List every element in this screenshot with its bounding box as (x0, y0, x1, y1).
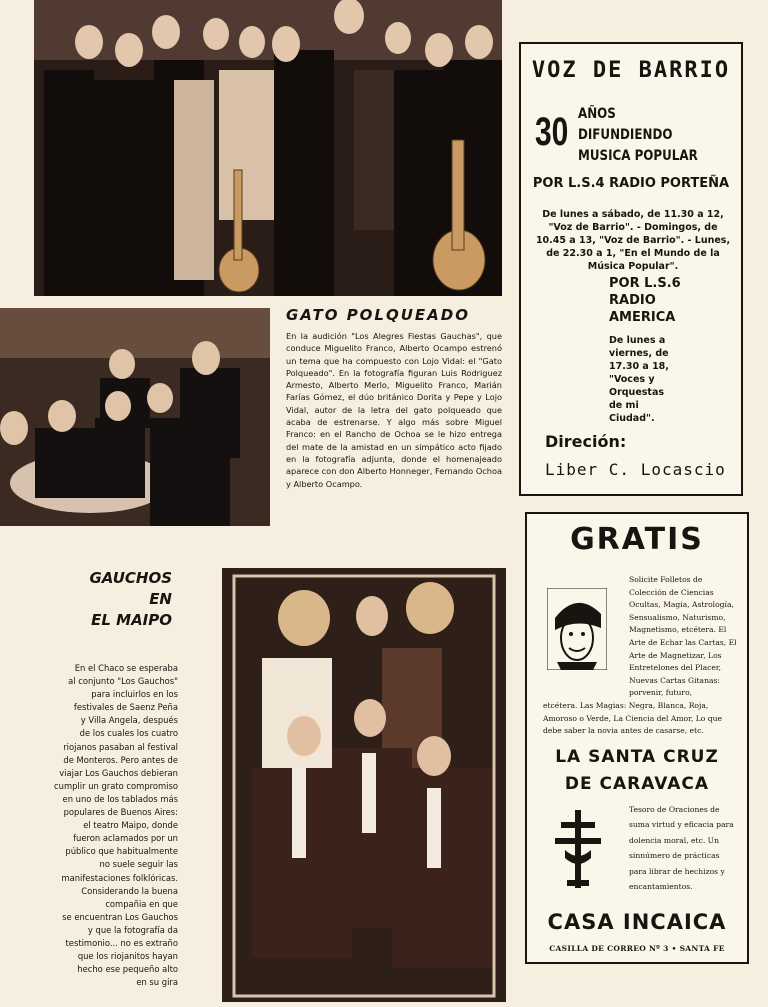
photo-middle-illustration (0, 308, 270, 526)
voz-years-text (578, 104, 698, 167)
gauchos-body-line: en uno de los tablados más (62, 793, 178, 804)
gauchos-body-line: se encuentran Los Gauchos (62, 911, 178, 922)
gauchos-body-line: para incluirlos en los (91, 689, 178, 700)
voz-schedule-2-line: Orquestas (609, 387, 665, 398)
voz-schedule-1: De lunes a sábado, de 11.30 a 12, "Voz de Barrio". - Domingos, de 10.45 a 13, "Voz de Barrio". - Lunes, de 22.30 a 1, "En el Mundo de la Música Popular". (535, 209, 731, 272)
gauchos-body-line: festivales de Saenz Peña (73, 702, 178, 713)
voz-schedule-2-line: "Voces y (609, 374, 655, 385)
gato-title: GATO POLQUEADO (286, 306, 470, 324)
voz-schedule-2-line: De lunes a (609, 335, 666, 346)
santa-cruz-line: DE CARAVACA (564, 774, 710, 794)
voz-de-barrio-ad (519, 42, 743, 496)
voz-station-2-line: POR L.S.6 (609, 276, 681, 291)
photo-top-group (34, 0, 502, 296)
gauchos-body-line: testimonio... no es extraño (65, 937, 178, 948)
gauchos-title-line: EN (149, 590, 172, 608)
gauchos-body-line: En el Chaco se esperaba (74, 663, 178, 673)
voz-years-line: AÑOS (578, 106, 616, 122)
santa-cruz-line: LA SANTA CRUZ (555, 747, 719, 767)
voz-schedule-2-line: de mi (609, 400, 639, 411)
gauchos-body-line: y Villa Angela, después (80, 715, 178, 726)
gauchos-body-line: de los cuales los cuatro (79, 728, 178, 739)
gauchos-body-line: populares de Buenos Aires: (63, 807, 178, 818)
voz-station-1: POR L.S.4 RADIO PORTEÑA (532, 176, 730, 191)
gauchos-body-line: no suele seguir las (99, 859, 178, 870)
voz-station-2-line: RADIO (609, 293, 656, 308)
gauchos-body-line: en su gira (136, 977, 178, 988)
gratis-text-1: Solicite Folletos de Colección de Ciencias Ocultas, Magia, Astrología, Sensualismo, Naturismo, Magnetismo, etcétera. El Arte de Echar las Cartas, El Arte de Magnetizar, Los Entretelones del Placer, Nuevas Cartas Gitanas: porvenir, futuro, (629, 575, 737, 698)
gauchos-body-line: de Monteros. Pero antes de (63, 754, 178, 765)
gauchos-title-line: EL MAIPO (91, 611, 172, 629)
gauchos-title-line: GAUCHOS (89, 569, 172, 587)
voz-schedule-2 (609, 334, 669, 425)
gauchos-body-line: compañia en que (105, 898, 178, 909)
gauchos-body-line: hecho ese pequeño alto (77, 964, 178, 975)
mystic-face-icon (547, 588, 607, 670)
voz-title: VOZ DE BARRIO (531, 58, 731, 83)
voz-years-line: MUSICA POPULAR (578, 148, 698, 164)
casa-incaica-heading: CASA INCAICA (547, 910, 727, 934)
voz-station-2-line: AMERICA (609, 310, 676, 325)
gratis-ad (525, 512, 749, 964)
voz-station-2 (609, 275, 681, 326)
gauchos-body-line: fueron aclamados por un (73, 833, 178, 844)
gauchos-title (80, 568, 172, 631)
gauchos-body-line: al conjunto "Los Gauchos" (68, 676, 178, 687)
gauchos-body-line: viajar Los Gauchos debieran (59, 767, 178, 778)
voz-years-line: DIFUNDIENDO (578, 127, 673, 143)
photo-middle-dinner (0, 308, 270, 526)
casilla-address: CASILLA DE CORREO Nº 3 • SANTA FE (549, 944, 725, 953)
gauchos-body-line: público que habitualmente (65, 846, 178, 857)
gratis-title: GRATIS (570, 522, 704, 557)
santa-cruz-heading (527, 744, 747, 798)
gratis-text-3: Tesoro de Oraciones de suma virtud y eficacia para dolencia moral, etc. Un sinnúmero de prácticas para librar de hechizos y encantamientos. (629, 805, 734, 892)
gauchos-body-line: manifestaciones folklóricas. (61, 872, 178, 883)
voz-schedule-2-line: 17.30 a 18, (609, 361, 669, 372)
photo-bottom-illustration (222, 568, 506, 1002)
gauchos-body-line: riojanos pasaban al festival (63, 741, 178, 752)
voz-direction-label: Direción: (545, 432, 627, 451)
gauchos-body-line: que los riojanitos hayan (77, 951, 178, 962)
caravaca-cross-icon (553, 810, 603, 890)
voz-director-name: Liber C. Locascio (545, 460, 726, 479)
voz-big-number: 30 (535, 110, 569, 154)
voz-schedule-2-line: viernes, de (609, 348, 669, 359)
gauchos-body-line: y que la fotografía da (87, 924, 178, 935)
photo-top-illustration (34, 0, 502, 296)
gratis-text-2: etcétera. Las Magias: Negra, Blanca, Roja, Amoroso o Verde, La Ciencia del Amor, Lo que debe saber la novia antes de casarse, etc. (543, 701, 723, 736)
voz-schedule-2-line: Ciudad". (609, 413, 655, 424)
photo-bottom-gauchos (222, 568, 506, 1002)
gauchos-body (44, 662, 178, 989)
gauchos-body-line: Considerando la buena (81, 885, 178, 896)
gauchos-body-line: el teatro Maipo, donde (83, 820, 178, 831)
gauchos-body-line: cumplir un grato compromiso (54, 780, 178, 791)
gato-body: En la audición "Los Alegres Fiestas Gauchas", que conduce Miguelito Franco, Alberto Ocampo estrenó un tema que ha compuesto con Lojo Vidal: el "Gato Polqueado". En la fotografía figuran Luis Rodriguez Armesto, Alberto Merlo, Miguelito Franco, Marián Farías Gómez, el dúo británico Dorita y Pepe y Lojo Vidal, autor de la letra del gato polqueado que acaba de estrenarse. Y algo más sobre Miguel Franco: en el Rancho de Ochoa se le hizo entrega del mate de la amistad en un simpático acto fijado en la fotografía adjunta, donde el homenajeado aparece con don Alberto Honneger, Fernando Ochoa y Alberto Ocampo. (286, 331, 502, 489)
